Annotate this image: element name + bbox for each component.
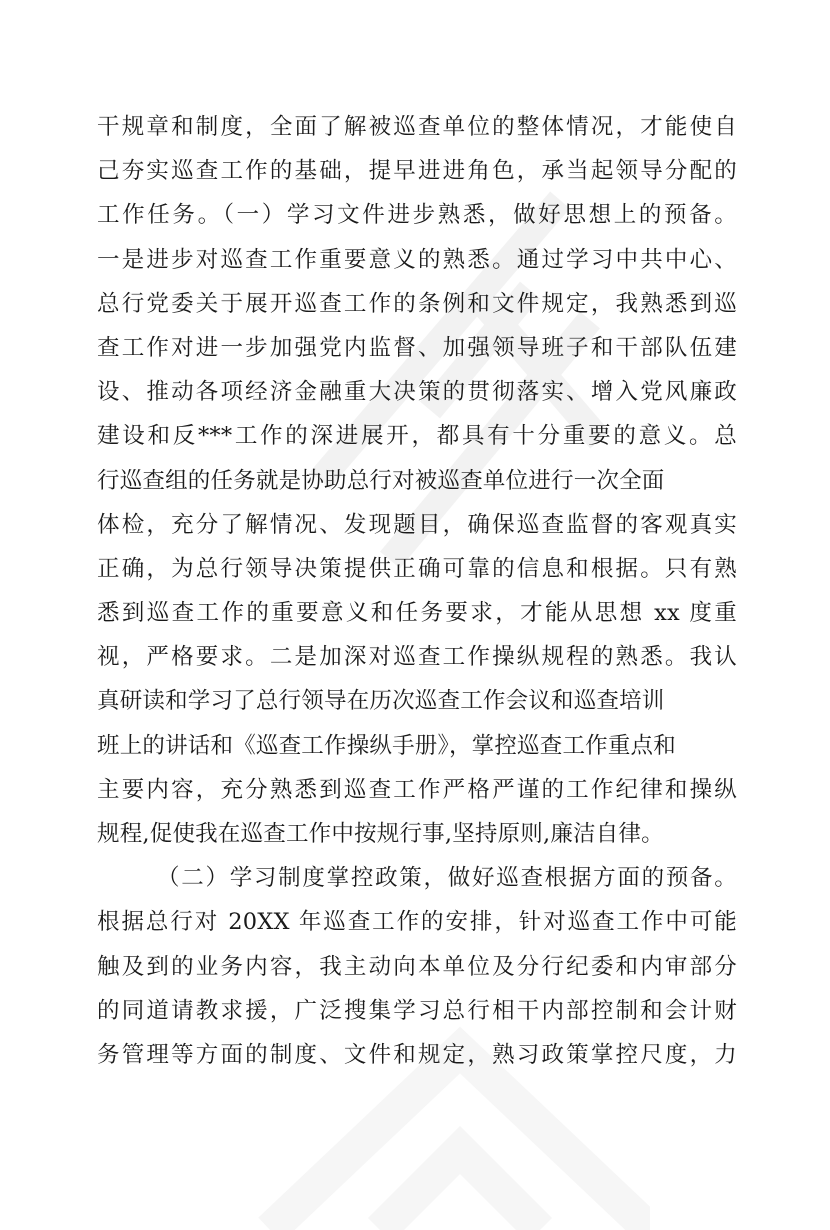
text-line: 查工作对进一步加强党内监督、加强领导班子和干部队伍建 xyxy=(97,334,737,361)
body-text xyxy=(97,105,737,1077)
text-line: 班上的讲话和《巡查工作操纵手册》，掌控巡查工作重点和 xyxy=(97,732,676,759)
text-line: 设、推动各项经济金融重大决策的贯彻落实、增入党风廉政 xyxy=(97,379,737,406)
text-line: 规程,促使我在巡查工作中按规行事,坚持原则,廉洁自律。 xyxy=(97,821,664,847)
text-line: 一是进步对巡查工作重要意义的熟悉。通过学习中共中心、 xyxy=(97,246,737,273)
text-line: 工作任务。（一）学习文件进步熟悉，做好思想上的预备。 xyxy=(97,202,737,229)
text-line: 正确，为总行领导决策提供正确可靠的信息和根据。只有熟 xyxy=(97,555,737,582)
text-line: 己夯实巡查工作的基础，提早进进角色，承当起领导分配的 xyxy=(97,158,737,185)
text-line: 视，严格要求。二是加深对巡查工作操纵规程的熟悉。我认 xyxy=(97,644,737,671)
text-line: 干规章和制度，全面了解被巡查单位的整体情况，才能使自 xyxy=(97,114,737,140)
text-line: 务管理等方面的制度、文件和规定，熟习政策掌控尺度，力 xyxy=(97,1041,737,1068)
text-line: 的同道请教求援，广泛搜集学习总行相干内部控制和会计财 xyxy=(97,997,737,1024)
text-line: 触及到的业务内容，我主动向本单位及分行纪委和内审部分 xyxy=(97,953,737,980)
text-line: 建设和反***工作的深进展开，都具有十分重要的意义。总 xyxy=(97,423,737,450)
section-heading-line: （二）学习制度掌控政策，做好巡查根据方面的预备。 xyxy=(157,865,737,892)
text-line: 主要内容，充分熟悉到巡查工作严格严谨的工作纪律和操纵 xyxy=(97,776,737,803)
text-line: 行巡查组的任务就是协助总行对被巡查单位进行一次全面 xyxy=(97,467,665,494)
text-line: 总行党委关于展开巡查工作的条例和文件规定，我熟悉到巡 xyxy=(97,290,737,317)
text-line: 真研读和学习了总行领导在历次巡查工作会议和巡查培训 xyxy=(97,688,665,715)
text-line: 体检，充分了解情况、发现题目，确保巡查监督的客观真实 xyxy=(97,511,737,538)
text-line: 根据总行对 20XX 年巡查工作的安排，针对巡查工作中可能 xyxy=(97,909,737,936)
text-line: 悉到巡查工作的重要意义和任务要求，才能从思想 xx 度重 xyxy=(97,600,737,627)
